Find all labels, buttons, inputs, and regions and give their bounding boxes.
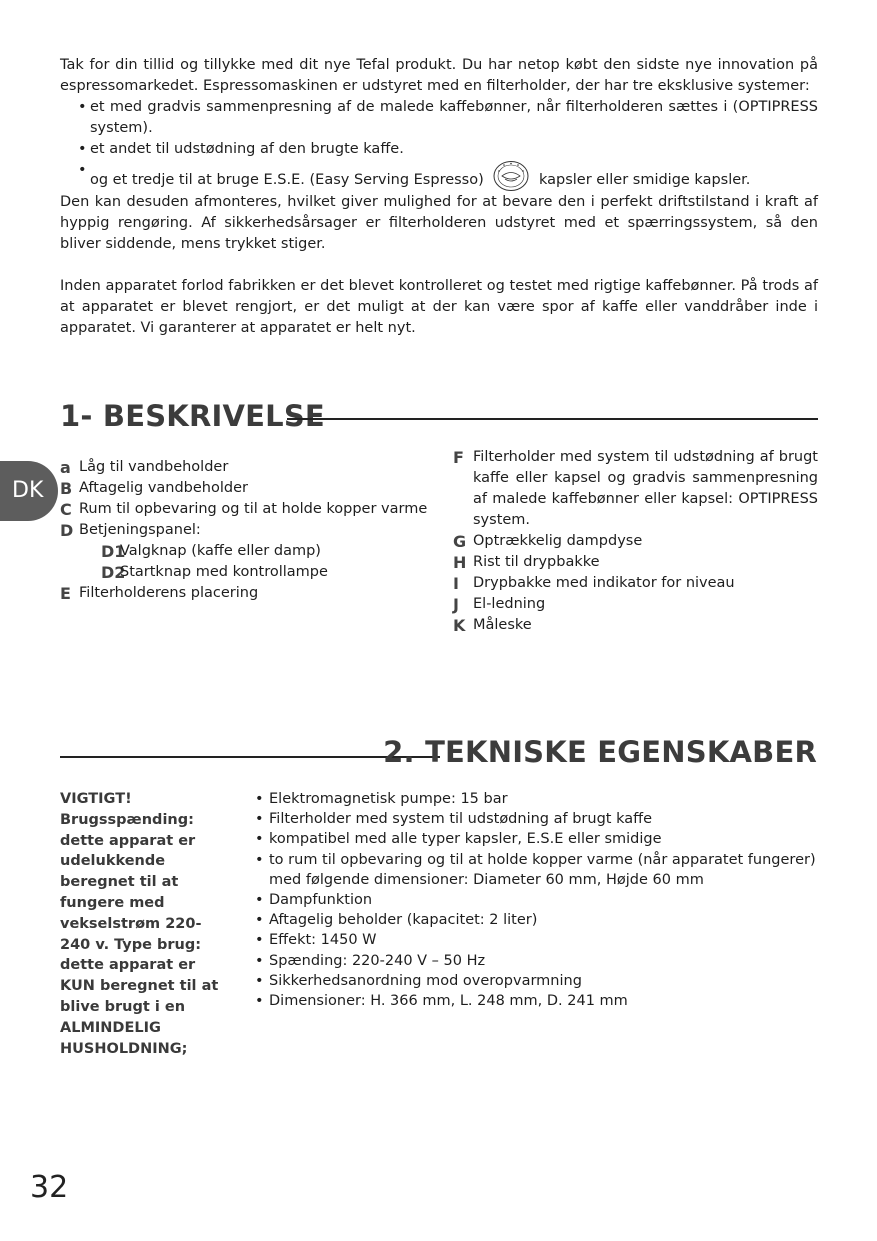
language-tab: DK [0, 461, 58, 521]
part-letter: C [60, 500, 72, 519]
part-item-c [60, 499, 430, 520]
intro-paragraph-2: Den kan desuden afmonteres, hvilket giver mulighed for at bevare den i perfekt driftstilstand i kraft af hyppig rengøring. Af sikkerhedsårsager er filterholderen udstyret med et spærringssystem, så den bliver siddende, mens trykket stiger. [60, 194, 818, 252]
part-text: Aftagelig vandbeholder [79, 480, 248, 496]
part-letter: D2 [101, 563, 126, 582]
spec-item: • Filterholder med system til udstødning af brugt kaffe [255, 809, 825, 829]
part-item-d1 [60, 541, 430, 562]
part-letter: I [453, 574, 459, 593]
intro-bullet-1: • et med gradvis sammenpresning af de malede kaffebønner, når filterholderen sættes i (OPTIPRESS system). [90, 97, 818, 139]
part-letter: J [453, 595, 459, 614]
part-text: Låg til vandbeholder [79, 459, 229, 475]
part-text: El-ledning [473, 596, 546, 612]
intro-bullet-2: • et andet til udstødning af den brugte kaffe. [90, 139, 818, 160]
part-letter: E [60, 584, 71, 603]
section-1-heading: 1- BESKRIVELSE [60, 399, 325, 433]
intro-bullet-list [60, 97, 818, 192]
spec-item: • Effekt: 1450 W [255, 930, 825, 950]
intro-paragraph-1: Tak for din tillid og tillykke med dit nye Tefal produkt. Du har netop købt den sidste nye innovation på espressomarkedet. Espressomaskinen er udstyret med en filterholder, der har tre eksklusive systemer: [60, 57, 818, 94]
part-text: Filterholder med system til udstødning af brugt kaffe eller kapsel og gradvis sammenpresning af malede kaffebønner eller kapsel: OPTIPRESS system. [473, 449, 818, 528]
spec-item: • Spænding: 220-240 V – 50 Hz [255, 951, 825, 971]
part-text: Rum til opbevaring og til at holde kopper varme [79, 501, 428, 517]
warning-note: VIGTIGT! Brugsspænding: dette apparat er udelukkende beregnet til at fungere med vekselstrøm 220-240 v. Type brug: dette apparat er KUN beregnet til at blive brugt i en ALMINDELIG HUSHOLDNING; [60, 791, 219, 1057]
part-text: Måleske [473, 617, 532, 633]
part-letter: B [60, 479, 73, 498]
part-item-k [453, 615, 818, 636]
section-2-heading: 2. TEKNISKE EGENSKABER [383, 735, 817, 769]
page-number: 32 [30, 1170, 69, 1205]
intro-text [60, 55, 818, 339]
part-item-b [60, 478, 430, 499]
spec-item: • Aftagelig beholder (kapacitet: 2 liter) [255, 910, 825, 930]
part-text: Optrækkelig dampdyse [473, 533, 643, 549]
description-left-column [60, 457, 430, 604]
intro-bullet-3-post: kapsler eller smidige kapsler. [538, 172, 751, 188]
part-letter: H [453, 553, 467, 572]
part-item-d2 [60, 562, 430, 583]
spec-item: • Dimensioner: H. 366 mm, L. 248 mm, D. 241 mm [255, 991, 825, 1011]
spec-item: • Sikkerhedsanordning mod overopvarmning [255, 971, 825, 991]
part-letter: F [453, 448, 464, 467]
part-letter: K [453, 616, 466, 635]
part-item-e [60, 583, 430, 604]
spec-item: • to rum til opbevaring og til at holde kopper varme (når apparatet fungerer) med følgende dimensioner: Diameter 60 mm, Højde 60 mm [255, 850, 825, 890]
part-item-f [453, 447, 818, 531]
part-text: Betjeningspanel: [79, 522, 201, 538]
ese-logo-icon [492, 160, 530, 192]
intro-bullet-3-pre: og et tredje til at bruge E.S.E. (Easy Serving Espresso) [90, 172, 484, 188]
spec-item: • Elektromagnetisk pumpe: 15 bar [255, 789, 825, 809]
part-text: Drypbakke med indikator for niveau [473, 575, 735, 591]
intro-bullet-3 [90, 160, 818, 192]
part-item-h [453, 552, 818, 573]
part-text: Rist til drypbakke [473, 554, 600, 570]
part-letter: a [60, 458, 71, 477]
part-text: Valgknap (kaffe eller damp) [120, 543, 321, 559]
intro-paragraph-3: Inden apparatet forlod fabrikken er det blevet kontrolleret og testet med rigtige kaffebønner. På trods af at apparatet er blevet rengjort, er det muligt at der kan være spor af kaffe eller vanddråber inde i apparatet. Vi garanterer at apparatet er helt nyt. [60, 278, 818, 336]
part-item-d [60, 520, 430, 541]
section-1-rule [287, 418, 818, 420]
part-letter: D [60, 521, 74, 540]
specs-list [255, 789, 825, 1011]
part-letter: G [453, 532, 467, 551]
part-text: Filterholderens placering [79, 585, 259, 601]
description-right-column [453, 447, 818, 636]
part-item-g [453, 531, 818, 552]
spec-item: • kompatibel med alle typer kapsler, E.S.E eller smidige [255, 829, 825, 849]
part-letter: D1 [101, 542, 126, 561]
part-text: Startknap med kontrollampe [120, 564, 328, 580]
part-item-j [453, 594, 818, 615]
spec-item: • Dampfunktion [255, 890, 825, 910]
part-item-i [453, 573, 818, 594]
part-item-a [60, 457, 430, 478]
